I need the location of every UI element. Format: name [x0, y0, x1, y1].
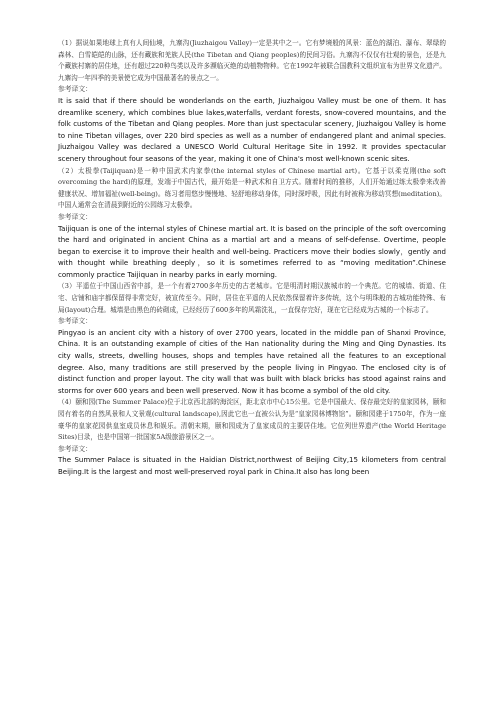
- section-4-translation-label: 参考译文：: [58, 444, 92, 453]
- section-3-translation-label: 参考译文：: [58, 317, 92, 326]
- document-page: [58, 38, 446, 479]
- section-2-chinese-text: （2）太极拳(Taijiquan)是一种中国武术内家拳(the internal styles of Chinese martial art)。它基于以柔克刚(the soft overcoming the hard)的原理，发端于中国古代，最开始是一种武术和自卫方式。随着时间的推移，人们开始通过练太极拳来改善健康状况、增加福祉(well-being)。练习者用悠步慢慢地、轻舒地移动身体，同时深呼吸，因此有时被称为移动冥想(meditation)。中国人通常会在清晨到附近的公园练习太极拳。: [58, 166, 446, 210]
- section-3-english-translation: Pingyao is an ancient city with a history of over 2700 years, located in the middle pan of Shanxi Province, China. It is an outstanding example of cities of the Han nationality during the Ming and Qing Dynasties. Its city walls, streets, dwelling houses, shops and temples have retained all the features to an exceptional degree. Also, many traditions are still preserved by the people living in Pingyao. The enclosed city is of distinct function and proper layout. The city wall that was built with black bricks has stood against rains and storms for over 600 years and been well preserved. Now it has bcome a symbol of the old city.: [58, 328, 446, 395]
- section-2-translation-label: 参考译文：: [58, 212, 92, 221]
- section-4-chinese-text: （4）颐和园(The Summer Palace)位于北京西北部的海淀区，距北京市中心15公里。它是中国最大、保存最完好的皇家园林，颐和园有着名的自然风景和人文景观(cultural landscape),因此它也一直被公认为是“皇家园林博物馆”。颐和园建于1750年，作为一座豪华的皇家花园供皇室成员休息和娱乐。清朝末期，颐和园成为了皇家成员的主要居住地。它位列世界遗产(the World Heritage Sites)目录，也是中国第一批国家5A级旅游景区之一。: [58, 398, 446, 442]
- section-1-english-translation: It is said that if there should be wonderlands on the earth, Jiuzhaigou Valley must be one of them. It has dreamlike scenery, which combines blue lakes,waterfalls, verdant forests, snow-covered mountains, and the folk customs of the Tibetan and Qiang peoples. More than just spectacular scenery, Jiuzhaigou Valley is home to nine Tibetan villages, over 220 bird species as well as a number of endangered plant and animal species. Jiuzhaigou Valley was declared a UNESCO World Cultural Heritage Site in 1992. It provides spectacular scenery throughout four seasons of the year, making it one of China's most well-known scenic sites.: [58, 96, 446, 163]
- section-4-english-translation: The Summer Palace is situated in the Haidian District,northwest of Beijing City,15 kilometers from central Beijing.It is the largest and most well-preserved royal park in China.It also has long been: [58, 456, 446, 476]
- section-1-chinese-text: （1）据说如果地球上真有人间仙境，九寨沟(Jiuzhaigou Valley)一定是其中之一。它有梦境般的风景：蓝色的湖泊、瀑布、翠绿的森林、白雪皑皑的山脉，还有藏族和羌族人民(the Tibetan and Qiang peoples)的民间习俗。九寨沟不仅仅有壮观的景色，还是九个藏族村寨的居住地，还有超过220种鸟类以及许多濒临灭绝的动植物物种。它在1992年被联合国教科文组织宣布为世界文化遗产。九寨沟一年四季的美景使它成为中国最著名的景点之一。: [58, 39, 446, 82]
- section-1-translation-label: 参考译文：: [58, 85, 92, 94]
- section-2-english-translation: Taijiquan is one of the internal styles of Chinese martial art. It is based on the principle of the soft overcoming the hard and originated in ancient China as a martial art and a means of self-defense. Overtime, people began to exercise it to improve their health and well-being. Practicers move their bodies slowly，gently and with thought while breathing deeply，so it is sometimes referred to as “moving meditation”.Chinese commonly practice Taijiquan in nearby parks in early morning.: [58, 224, 446, 279]
- section-3-chinese-text: （3）平遥位于中国山西省中部，是一个有着2700多年历史的古老城市。它是明清时期汉族城市的一个典范。它的城墙、街道、住宅、店铺和庙宇都保留得非常完好，被宣传至今。同时，居住在平遥的人民依然保留着许多传统，这个与明珠般的古城功能特殊、布局(layout)合理。城墙是由黑色的砖砌成，已经经历了600多年的风霜洗礼，一直保存完好，现在它已经成为古城的一个标志了。: [58, 282, 446, 314]
